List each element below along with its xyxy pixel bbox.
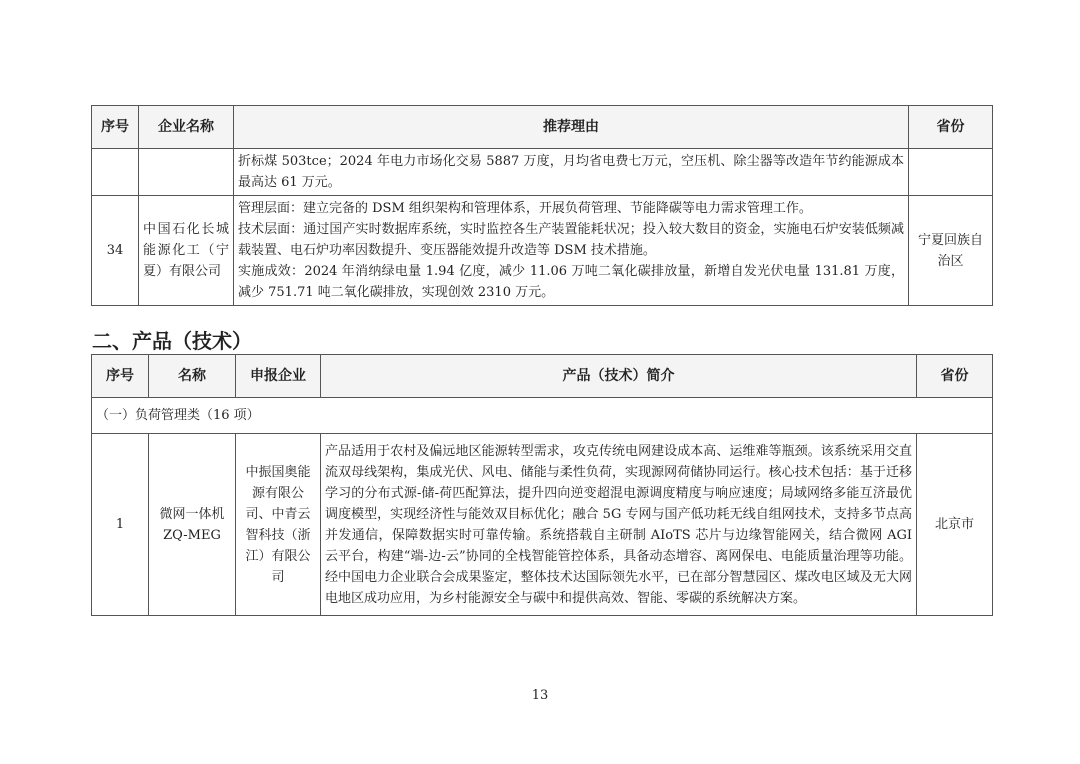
row-name: 微网一体机 ZQ-MEG (149, 434, 236, 616)
section-title: 二、产品（技术） (92, 329, 252, 353)
header-intro: 产品（技术）简介 (321, 355, 917, 398)
table-row (92, 149, 993, 196)
row-no-continued (92, 149, 139, 196)
enterprise-table (91, 105, 993, 306)
header-company: 申报企业 (236, 355, 321, 398)
header-province: 省份 (909, 106, 993, 149)
table-header-row (92, 106, 993, 149)
row-province: 北京市 (917, 434, 993, 616)
table-header-row (92, 355, 993, 398)
row-intro: 产品适用于农村及偏远地区能源转型需求，攻克传统电网建设成本高、运维难等瓶颈。该系统采用交直流双母线架构，集成光伏、风电、储能与柔性负荷，实现源网荷储协同运行。核心技术包括：基于迁移学习的分布式源-储-荷匹配算法，提升四向逆变超混电源调度精度与响应速度；局域网络多能互济最优调度模型，实现经济性与能效双目标优化；融合 5G 专网与国产低功耗无线自组网技术，支持多节点高并发通信，保障数据实时可靠传输。系统搭载自主研制 AIoTS 芯片与边缘智能网关，结合微网 AGI 云平台，构建“端-边-云”协同的全栈智能管控体系，具备动态增容、离网保电、电能质量治理等功能。经中国电力企业联合会成果鉴定，整体技术达国际领先水平，已在部分智慧园区、煤改电区域及无大网电地区成功应用，为乡村能源安全与碳中和提供高效、智能、零碳的系统解决方案。 (321, 434, 917, 616)
header-no: 序号 (92, 355, 149, 398)
row-reason: 管理层面：建立完备的 DSM 组织架构和管理体系，开展负荷管理、节能降碳等电力需求管理工作。 技术层面：通过国产实时数据库系统，实时监控各生产装置能耗状况；投入较大数目的资金，实施电石炉安装低频减载装置、电石炉功率因数提升、变压器能效提升改造等 DSM 技术措施。 实施成效：2024 年消纳绿电量 1.94 亿度，减少 11.06 万吨二氧化碳排放量，新增自发光伏电量 131.81 万度，减少 751.71 吨二氧化碳排放，实现创效 2310 万元。 (234, 196, 909, 306)
header-no: 序号 (92, 106, 139, 149)
row-company: 中振国奥能源有限公司、中青云智科技（浙江）有限公司 (236, 434, 321, 616)
table-row (92, 196, 993, 306)
row-province (909, 149, 993, 196)
product-table (91, 354, 993, 616)
header-name: 名称 (149, 355, 236, 398)
category-row (92, 398, 993, 434)
row-company: 中国石化长城能源化工（宁夏）有限公司 (139, 196, 234, 306)
table-row (92, 434, 993, 616)
page-number: 13 (531, 688, 549, 703)
category-label: （一）负荷管理类（16 项） (92, 398, 993, 434)
header-province: 省份 (917, 355, 993, 398)
header-reason: 推荐理由 (234, 106, 909, 149)
row-no: 34 (92, 196, 139, 306)
row-province: 宁夏回族自治区 (909, 196, 993, 306)
header-company: 企业名称 (139, 106, 234, 149)
row-company (139, 149, 234, 196)
row-reason: 折标煤 503tce；2024 年电力市场化交易 5887 万度，月均省电费七万元，空压机、除尘器等改造年节约能源成本最高达 61 万元。 (234, 149, 909, 196)
row-no: 1 (92, 434, 149, 616)
